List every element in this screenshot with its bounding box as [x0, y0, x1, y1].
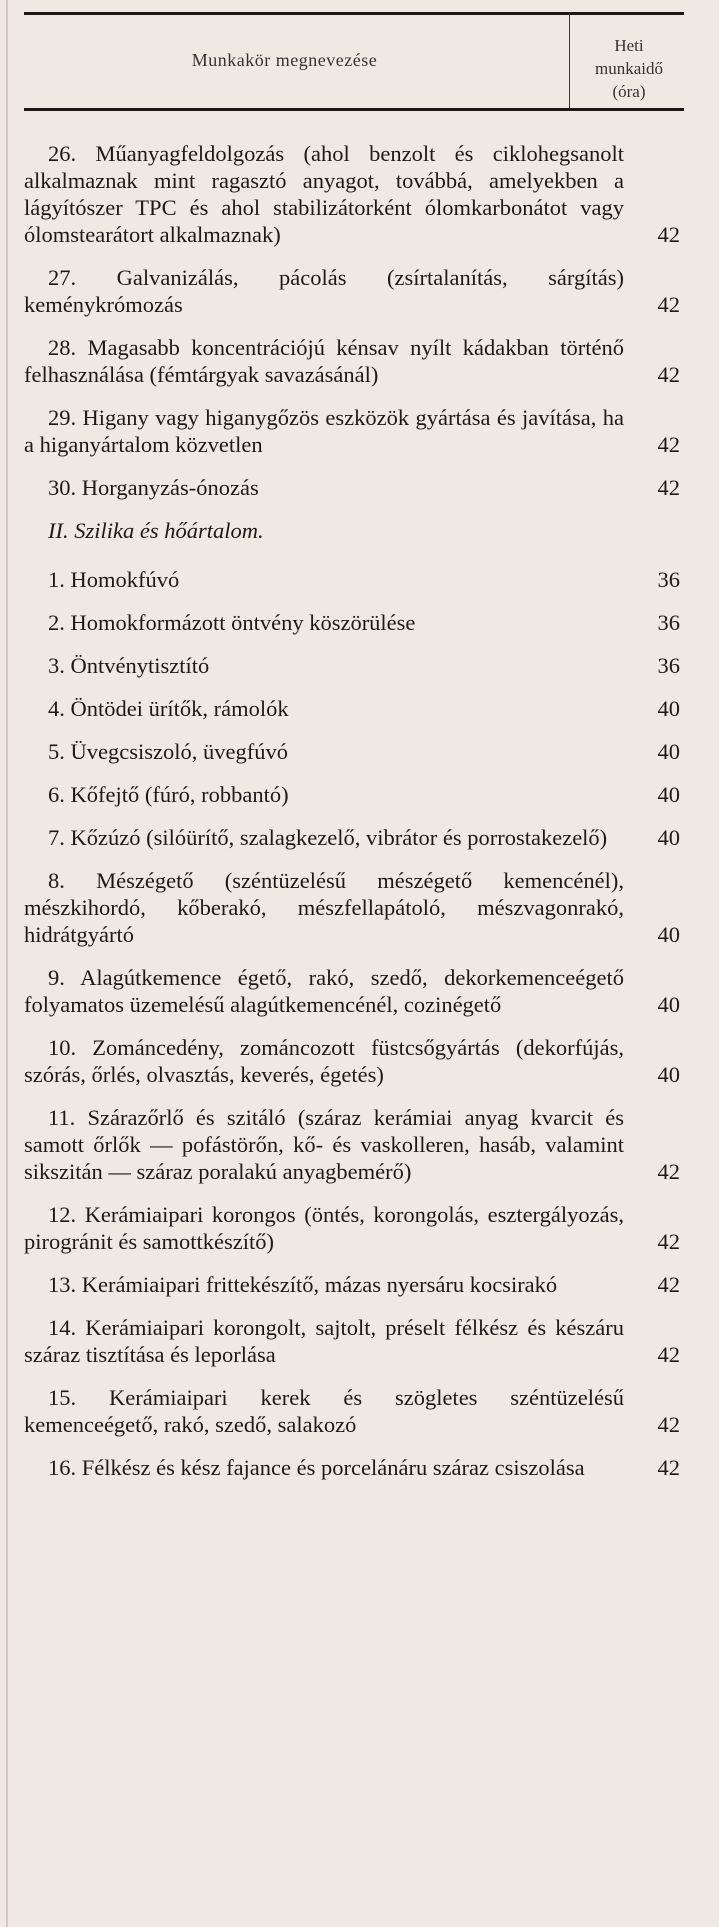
- job-description: 1. Homokfúvó: [48, 567, 180, 592]
- job-title-column-header: Munkakör megnevezése: [191, 50, 378, 70]
- job-entry: [24, 824, 686, 851]
- job-entry: [24, 652, 686, 679]
- entry-list: [24, 140, 686, 501]
- weekly-hours-value: 40: [657, 1062, 680, 1087]
- job-entry: [24, 695, 686, 722]
- job-description: 26. Műanyagfeldolgozás (ahol benzolt és ciklohegsanolt alkalmaznak mint ragasztó anyagot, továbbá, amelyekben a lágyítószer TPC és ahol stabilizátorként ólomkarbonátot vagy ólomstearátort alkalmaznak): [24, 141, 624, 247]
- weekly-hours-value: 40: [657, 739, 680, 764]
- weekly-hours-value: 40: [657, 825, 680, 850]
- weekly-hours-column-header: [569, 34, 689, 103]
- job-description: 13. Kerámiaipari frittekészítő, mázas nyersáru kocsirakó: [48, 1272, 558, 1297]
- hours-header-line: munkaidő: [595, 59, 663, 78]
- job-description: 30. Horganyzás-ónozás: [48, 475, 259, 500]
- hours-header-line: (óra): [612, 82, 646, 101]
- job-entry: [24, 474, 686, 501]
- job-description: 8. Mészégető (széntüzelésű mészégető kemencénél), mészkihordó, kőberakó, mészfellapátoló, mészvagonrakó, hidrátgyártó: [24, 868, 624, 947]
- weekly-hours-value: 42: [657, 222, 680, 247]
- job-description: 29. Higany vagy higanygőzös eszközök gyártása és javítása, ha a higanyártalom közvetlen: [24, 405, 624, 457]
- job-entry: [24, 566, 686, 593]
- job-description: 12. Kerámiaipari korongos (öntés, korongolás, esztergályozás, pirogránit és samottkészítő): [24, 1202, 624, 1254]
- weekly-hours-value: 42: [657, 1159, 680, 1184]
- weekly-hours-value: 42: [657, 1272, 680, 1297]
- job-entry: [24, 738, 686, 765]
- weekly-hours-value: 42: [657, 292, 680, 317]
- job-entry: [24, 1201, 686, 1255]
- job-description: 4. Öntödei ürítők, rámolók: [48, 696, 289, 721]
- job-entry: [24, 404, 686, 458]
- job-entry: [24, 867, 686, 948]
- job-entry: [24, 264, 686, 318]
- job-description: 5. Üvegcsiszoló, üvegfúvó: [48, 739, 288, 764]
- job-description: 10. Zománcedény, zománcozott füstcsőgyártás (dekorfújás, szórás, őrlés, olvasztás, keverés, égetés): [24, 1035, 624, 1087]
- weekly-hours-value: 42: [657, 432, 680, 457]
- weekly-hours-value: 42: [657, 1229, 680, 1254]
- header-bottom-rule: [24, 108, 684, 111]
- job-entry: [24, 1384, 686, 1438]
- page-edge-line: [6, 0, 8, 1927]
- job-entry: [24, 1314, 686, 1368]
- weekly-hours-value: 42: [657, 475, 680, 500]
- weekly-hours-value: 40: [657, 696, 680, 721]
- weekly-hours-value: 42: [657, 1412, 680, 1437]
- weekly-hours-value: 36: [657, 610, 680, 635]
- job-description: 3. Öntvénytisztító: [48, 653, 210, 678]
- job-description: 27. Galvanizálás, pácolás (zsírtalanítás, sárgítás) keménykrómozás: [24, 265, 624, 317]
- job-description: 15. Kerámiaipari kerek és szögletes széntüzelésű kemenceégető, rakó, szedő, salakozó: [24, 1385, 624, 1437]
- job-entry: [24, 140, 686, 248]
- job-description: 9. Alagútkemence égető, rakó, szedő, dekorkemenceégető folyamatos üzemelésű alagútkemencénél, cozinégető: [24, 965, 624, 1017]
- job-entry: [24, 334, 686, 388]
- job-description: 7. Kőzúzó (silóürítő, szalagkezelő, vibrátor és porrostakezelő): [48, 825, 608, 850]
- table-top-rule: [24, 12, 684, 15]
- weekly-hours-value: 36: [657, 653, 680, 678]
- entry-list: [24, 566, 686, 1481]
- job-description: 28. Magasabb koncentrációjú kénsav nyílt kádakban történő felhasználása (fémtárgyak savazásánál): [24, 335, 624, 387]
- job-description: 6. Kőfejtő (fúró, robbantó): [48, 782, 289, 807]
- job-entry: [24, 781, 686, 808]
- weekly-hours-value: 42: [657, 1455, 680, 1480]
- hours-header-line: Heti: [614, 36, 644, 55]
- job-entry: [24, 1034, 686, 1088]
- weekly-hours-value: 40: [657, 992, 680, 1017]
- job-description: 2. Homokformázott öntvény köszörülése: [48, 610, 416, 635]
- section-heading: II. Szilika és hőártalom.: [48, 518, 264, 543]
- weekly-hours-value: 42: [657, 362, 680, 387]
- weekly-hours-value: 42: [657, 1342, 680, 1367]
- weekly-hours-value: 36: [657, 567, 680, 592]
- job-entry: [24, 1454, 686, 1481]
- job-entry: [24, 1104, 686, 1185]
- job-entries: [24, 140, 686, 1497]
- job-description: 14. Kerámiaipari korongolt, sajtolt, préselt félkész és készáru száraz tisztítása és leporlása: [24, 1315, 624, 1367]
- job-entry: [24, 1271, 686, 1298]
- job-description: 11. Szárazőrlő és szitáló (száraz kerámiai anyag kvarcit és samott őrlők — pofástörőn, kő- és vaskolleren, hasáb, valamint sikszitán — száraz poralakú anyagbemérő): [24, 1105, 624, 1184]
- job-entry: [24, 964, 686, 1018]
- job-description: 16. Félkész és kész fajance és porcelánáru száraz csiszolása: [48, 1455, 585, 1480]
- weekly-hours-value: 40: [657, 782, 680, 807]
- weekly-hours-value: 40: [657, 922, 680, 947]
- job-entry: [24, 609, 686, 636]
